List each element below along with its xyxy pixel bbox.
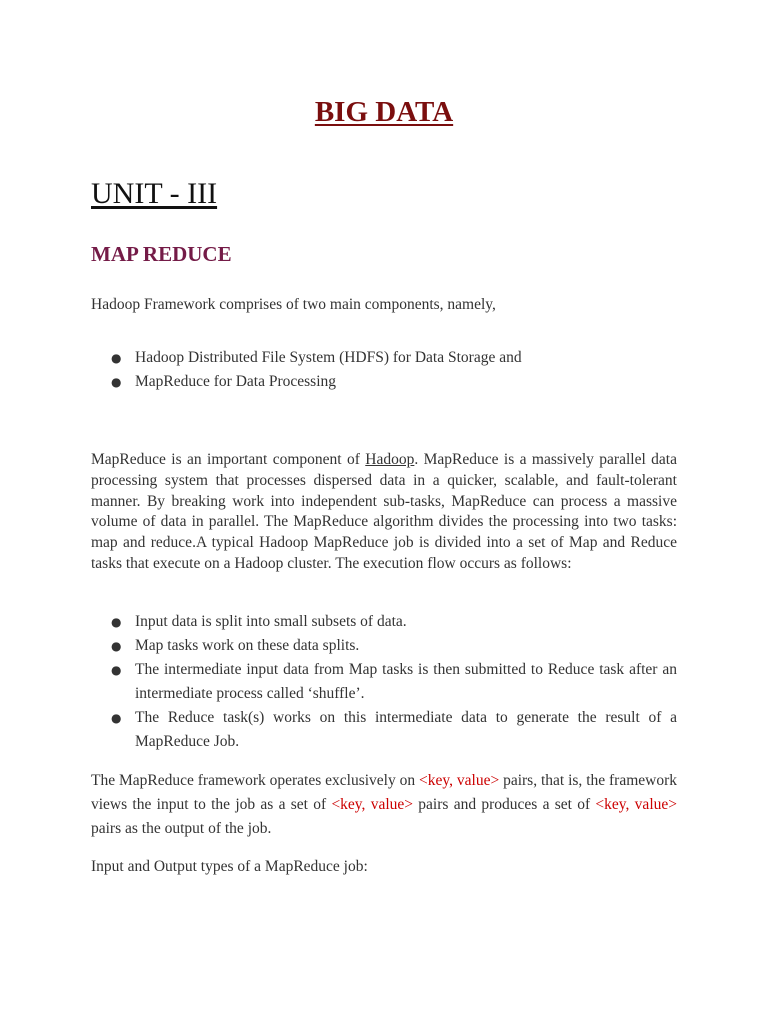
components-list [91, 346, 677, 394]
key-value-term: <key, value> [419, 772, 500, 789]
intro-paragraph: Hadoop Framework comprises of two main components, namely, [91, 296, 496, 313]
paragraph-text: pairs and produces a set of [413, 796, 596, 813]
mapreduce-description-paragraph [91, 450, 677, 575]
list-item: ● Hadoop Distributed File System (HDFS) for Data Storage and [91, 346, 677, 370]
key-value-term: <key, value> [595, 796, 677, 813]
document-title: BIG DATA [314, 96, 454, 128]
paragraph-text: The MapReduce framework operates exclusively on [91, 772, 420, 789]
execution-flow-list [91, 610, 677, 754]
list-item: ● MapReduce for Data Processing [91, 370, 677, 394]
paragraph-text: pairs as the output of the job. [91, 820, 272, 837]
hadoop-link[interactable]: Hadoop [365, 451, 415, 468]
unit-heading: UNIT - III [91, 177, 218, 210]
paragraph-text: MapReduce is an important component of [91, 451, 366, 468]
io-types-paragraph: Input and Output types of a MapReduce job: [91, 858, 368, 875]
list-item: ● Input data is split into small subsets of data. [91, 610, 677, 634]
list-item: ● The Reduce task(s) works on this intermediate data to generate the result of a MapReduce Job. [91, 706, 677, 754]
paragraph-text: pairs, that is, the framework views the input to the job as a set of [91, 772, 678, 813]
list-item: ● The intermediate input data from Map tasks is then submitted to Reduce task after an intermediate process called ‘shuffle’. [91, 658, 677, 706]
key-value-paragraph [91, 769, 677, 841]
section-heading: MAP REDUCE [91, 242, 232, 266]
paragraph-text: . MapReduce is a massively parallel data processing system that processes dispersed data in a quicker, scalable, and fault-tolerant manner. By breaking work into independent sub-tasks, MapReduce can process a massive volume of data in parallel. The MapReduce algorithm divides the processing into two tasks: map and reduce.A typical Hadoop MapReduce job is divided into a set of Map and Reduce tasks that execute on a Hadoop cluster. The execution flow occurs as follows: [91, 451, 677, 572]
key-value-term: <key, value> [331, 796, 414, 813]
list-item: ● Map tasks work on these data splits. [91, 634, 677, 658]
